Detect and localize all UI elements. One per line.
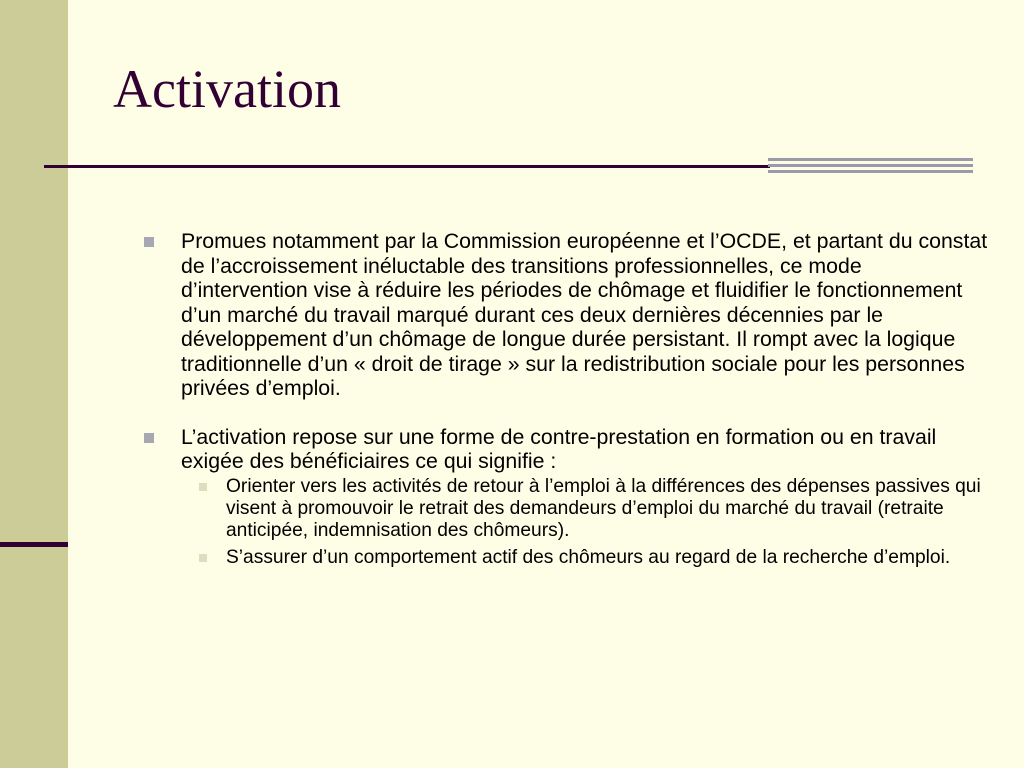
sub-bullet-item: [144, 476, 989, 542]
square-bullet-icon: [144, 237, 154, 247]
left-band-rule: [0, 542, 68, 547]
slide-title: Activation: [113, 59, 341, 119]
slide-content: [144, 229, 989, 569]
bullet-item: [144, 229, 989, 401]
sub-bullet-text: S’assurer d’un comportement actif des chômeurs au regard de la recherche d’emploi.: [226, 546, 951, 568]
left-decorative-band: [0, 0, 68, 768]
sub-bullet-item: [144, 547, 989, 569]
small-square-bullet-icon: [199, 483, 207, 491]
bullet-text: Promues notamment par la Commission européenne et l’OCDE, et partant du constat de l’accroissement inéluctable des transitions professionnelles, ce mode d’intervention vise à réduire les périodes de chômage et fluidifier le fonctionnement d’un marché du travail marqué durant ces deux dernières décennies par le développement d’un chômage de longue durée persistant. Il rompt avec la logique traditionnelle d’un « droit de tirage » sur la redistribution sociale pour les personnes privées d’emploi.: [181, 229, 988, 400]
accent-stripe: [768, 164, 973, 167]
accent-stripe: [768, 170, 973, 173]
small-square-bullet-icon: [199, 554, 207, 562]
square-bullet-icon: [144, 433, 154, 443]
sub-bullet-text: Orienter vers les activités de retour à l’emploi à la différences des dépenses passives qui visent à promouvoir le retrait des demandeurs d’emploi du marché du travail (retraite anticipée, indemnisation des chômeurs).: [226, 475, 981, 541]
title-underline: [44, 165, 770, 168]
sub-bullet-list: [144, 476, 989, 569]
accent-stripe: [768, 158, 973, 161]
title-accent-stripes: [768, 158, 973, 178]
bullet-text: L’activation repose sur une forme de contre-prestation en formation ou en travail exigée des bénéficiaires ce qui signifie :: [181, 424, 937, 473]
bullet-item: [144, 425, 989, 474]
